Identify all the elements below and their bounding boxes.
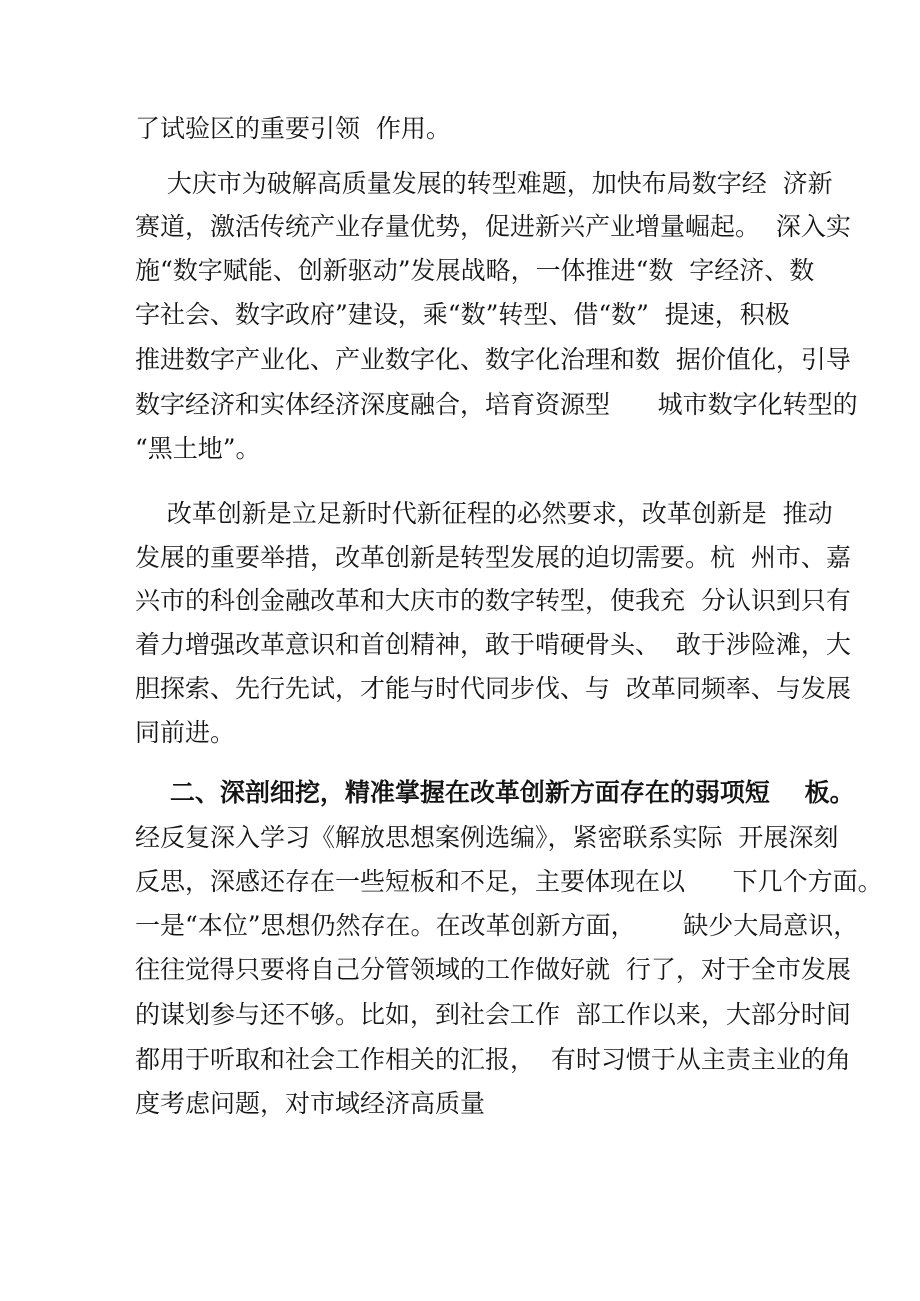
text-line: 字社会、数字政府”建设，乘“数”转型、借“数” 提速，积极 xyxy=(135,300,790,329)
text-line: 往往觉得只要将自己分管领域的工作做好就 行了，对于全市发展 xyxy=(135,955,851,984)
text-line: 数字经济和实体经济深度融合，培育资源型 城市数字化转型的 xyxy=(135,390,858,419)
text-line: 发展的重要举措，改革创新是转型发展的迫切需要。杭 州市、嘉 xyxy=(135,543,851,572)
text-line: 的谋划参与还不够。比如，到社会工作 部工作以来，大部分时间 xyxy=(135,1000,851,1029)
text-line: 度考虑问题，对市域经济高质量 xyxy=(135,1089,486,1118)
text-line: 大庆市为破解高质量发展的转型难题，加快布局数字经 济新 xyxy=(135,169,833,198)
text-line: 反思，深感还存在一些短板和不足，主要体现在以 下几个方面。 xyxy=(135,867,883,896)
text-line: 着力增强改革意识和首创精神，敢于啃硬骨头、 敢于涉险滩，大 xyxy=(135,630,851,659)
text-line: 赛道，激活传统产业存量优势，促进新兴产业增量崛起。 深入实 xyxy=(135,212,851,241)
text-line: 经反复深入学习《解放思想案例选编》，紧密联系实际 开展深刻 xyxy=(135,823,839,852)
text-line: 了试验区的重要引领 作用。 xyxy=(135,114,451,143)
text-line: 推进数字产业化、产业数字化、数字化治理和数 据价值化，引导 xyxy=(135,345,851,374)
text-line: 同前进。 xyxy=(135,718,236,747)
text-line: 兴市的科创金融改革和大庆市的数字转型，使我充 分认识到只有 xyxy=(135,586,851,615)
text-line: 都用于听取和社会工作相关的汇报， 有时习惯于从主责主业的角 xyxy=(135,1045,851,1074)
text-line: 胆探索、先行先试，才能与时代同步伐、与 改革同频率、与发展 xyxy=(135,674,851,703)
text-line: “黑土地”。 xyxy=(135,434,261,463)
section-heading: 二、深剖细挖，精准掌握在改革创新方面存在的弱项短 板。 xyxy=(135,778,855,807)
text-line: 施“数字赋能、创新驱动”发展战略，一体推进“数 字经济、数 xyxy=(135,256,815,285)
text-line: 一是“本位”思想仍然存在。在改革创新方面， 缺少大局意识， xyxy=(135,911,859,940)
text-line: 改革创新是立足新时代新征程的必然要求，改革创新是 推动 xyxy=(135,499,833,528)
